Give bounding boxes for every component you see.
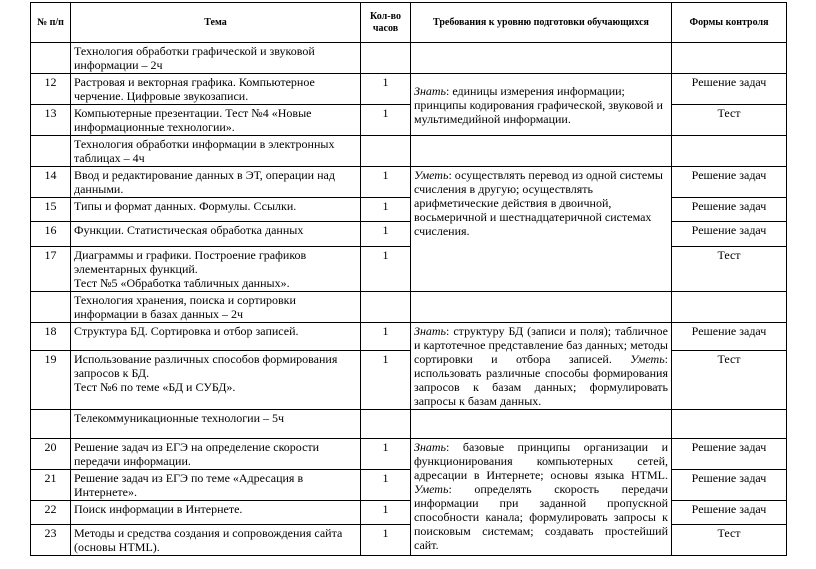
header-requirements: Требования к уровню подготовки обучающихся <box>411 3 672 43</box>
requirement-item <box>414 482 668 552</box>
row-hours: 1 <box>361 198 411 222</box>
header-forms: Формы контроля <box>672 3 787 43</box>
requirement-item <box>414 168 663 238</box>
section-forms-cell <box>672 43 787 74</box>
row-topic <box>71 198 361 222</box>
row-hours: 1 <box>361 105 411 136</box>
row-requirements <box>411 74 672 136</box>
row-topic <box>71 74 361 105</box>
section-title: Телекоммуникационные технологии – 5ч <box>71 410 361 439</box>
section-row <box>31 43 787 74</box>
section-row <box>31 292 787 323</box>
row-hours: 1 <box>361 470 411 501</box>
row-hours: 1 <box>361 351 411 410</box>
row-hours: 1 <box>361 222 411 247</box>
topic-line: Компьютерные презентации. Тест №4 «Новые информационные технологии». <box>74 106 312 134</box>
topic-line: Тест №5 «Обработка табличных данных». <box>74 276 290 290</box>
table-row <box>31 501 787 525</box>
section-num-cell <box>31 43 71 74</box>
topic-line: Функции. Статистическая обработка данных <box>74 223 304 237</box>
table-row <box>31 323 787 351</box>
topic-line: Диаграммы и графики. Построение графиков элементарных функций. <box>74 248 307 276</box>
topic-line: Использование различных способов формирования запросов к БД. <box>74 352 338 381</box>
topic-line: Типы и формат данных. Формулы. Ссылки. <box>74 199 297 213</box>
section-requirements-cell <box>411 292 672 323</box>
section-hours-cell <box>361 410 411 439</box>
thematic-plan-table <box>30 2 787 556</box>
table-row <box>31 247 787 292</box>
section-title: Технология обработки графической и звуковой информации – 2ч <box>71 43 361 74</box>
topic-line: Методы и средства создания и сопровождения сайта (основы HTML). <box>74 526 343 554</box>
row-number: 12 <box>31 74 71 105</box>
row-number: 13 <box>31 105 71 136</box>
row-topic <box>71 323 361 351</box>
table-body <box>31 43 787 556</box>
topic-line: Растровая и векторная графика. Компьютерное черчение. Цифровые звукозаписи. <box>74 75 315 103</box>
table-row <box>31 74 787 105</box>
row-topic <box>71 439 361 470</box>
row-hours: 1 <box>361 323 411 351</box>
section-hours-cell <box>361 136 411 167</box>
section-forms-cell <box>672 136 787 167</box>
row-number: 21 <box>31 470 71 501</box>
topic-line: Структура БД. Сортировка и отбор записей. <box>74 324 299 338</box>
requirement-keyword: Знать <box>414 440 447 454</box>
requirement-text: : структуру БД (записи и поля); табличное и картотечное представление баз данных; методы сортировки и отбора записей. <box>414 324 668 366</box>
row-number: 19 <box>31 351 71 410</box>
header-topic: Тема <box>71 3 361 43</box>
requirement-text: : осуществлять перевод из одной системы счисления в другую; осуществлять арифметические действия в двоичной, восьмеричной и шестнадцатеричной системах счисления. <box>414 168 663 238</box>
row-topic <box>71 525 361 556</box>
section-num-cell <box>31 136 71 167</box>
row-control-form: Тест <box>672 351 787 410</box>
row-number: 20 <box>31 439 71 470</box>
row-hours: 1 <box>361 501 411 525</box>
section-hours-cell <box>361 43 411 74</box>
row-topic <box>71 105 361 136</box>
header-hours: Кол-во часов <box>361 3 411 43</box>
table-row <box>31 351 787 410</box>
requirement-text: : использовать различные способы формирования запросов к базам данных; формулировать запросы к базам данных. <box>414 352 668 408</box>
row-number: 22 <box>31 501 71 525</box>
table-row <box>31 525 787 556</box>
row-hours: 1 <box>361 525 411 556</box>
table-row <box>31 470 787 501</box>
row-requirements <box>411 167 672 292</box>
row-hours: 1 <box>361 167 411 198</box>
row-control-form: Решение задач <box>672 222 787 247</box>
row-hours: 1 <box>361 74 411 105</box>
row-control-form: Тест <box>672 105 787 136</box>
topic-line: Тест №6 по теме «БД и СУБД». <box>74 380 236 395</box>
requirement-keyword: Уметь <box>630 352 665 366</box>
table-row <box>31 167 787 198</box>
row-topic <box>71 351 361 410</box>
requirement-keyword: Знать <box>414 324 447 338</box>
row-requirements <box>411 323 672 410</box>
table-row <box>31 222 787 247</box>
header-num: № п/п <box>31 3 71 43</box>
row-control-form: Решение задач <box>672 323 787 351</box>
requirement-keyword: Знать <box>414 83 447 98</box>
header-row <box>31 3 787 43</box>
requirement-keyword: Уметь <box>414 482 449 496</box>
topic-line: Решение задач из ЕГЭ по теме «Адресация в Интернете». <box>74 471 304 499</box>
section-requirements-cell <box>411 136 672 167</box>
requirement-text: : определять скорость передачи информации при заданной пропускной способности канала; формулировать запросы к поисковым системам; создавать простейший сайт. <box>414 482 668 552</box>
row-control-form: Тест <box>672 247 787 292</box>
row-topic <box>71 167 361 198</box>
row-number: 23 <box>31 525 71 556</box>
requirement-keyword: Уметь <box>414 168 449 182</box>
requirement-item <box>414 84 663 126</box>
section-forms-cell <box>672 410 787 439</box>
row-topic <box>71 501 361 525</box>
requirement-item <box>414 440 668 482</box>
row-control-form: Решение задач <box>672 470 787 501</box>
section-forms-cell <box>672 292 787 323</box>
topic-line: Ввод и редактирование данных в ЭТ, операции над данными. <box>74 168 335 196</box>
row-control-form: Решение задач <box>672 439 787 470</box>
row-topic <box>71 222 361 247</box>
section-row <box>31 410 787 439</box>
section-num-cell <box>31 292 71 323</box>
section-title: Технология хранения, поиска и сортировки информации в базах данных – 2ч <box>71 292 361 323</box>
section-row <box>31 136 787 167</box>
row-number: 15 <box>31 198 71 222</box>
row-hours: 1 <box>361 247 411 292</box>
row-requirements <box>411 439 672 556</box>
row-number: 14 <box>31 167 71 198</box>
row-number: 16 <box>31 222 71 247</box>
row-control-form: Решение задач <box>672 167 787 198</box>
topic-line: Решение задач из ЕГЭ на определение скорости передачи информации. <box>74 440 320 468</box>
table-row <box>31 105 787 136</box>
topic-line: Поиск информации в Интернете. <box>74 502 243 516</box>
section-num-cell <box>31 410 71 439</box>
section-requirements-cell <box>411 43 672 74</box>
row-hours: 1 <box>361 439 411 470</box>
requirement-text: : единицы измерения информации; принципы кодирования графической, звуковой и мультимедийной информации. <box>414 83 663 126</box>
row-control-form: Тест <box>672 525 787 556</box>
section-requirements-cell <box>411 410 672 439</box>
row-topic <box>71 470 361 501</box>
section-title: Технология обработки информации в электронных таблицах – 4ч <box>71 136 361 167</box>
row-control-form: Решение задач <box>672 501 787 525</box>
table-row <box>31 439 787 470</box>
row-control-form: Решение задач <box>672 74 787 105</box>
section-hours-cell <box>361 292 411 323</box>
requirement-text: : базовые принципы организации и функционирования компьютерных сетей, адресации в Интернете; основы языка HTML. <box>414 440 668 482</box>
row-topic <box>71 247 361 292</box>
row-number: 17 <box>31 247 71 292</box>
table-row <box>31 198 787 222</box>
row-number: 18 <box>31 323 71 351</box>
row-control-form: Решение задач <box>672 198 787 222</box>
